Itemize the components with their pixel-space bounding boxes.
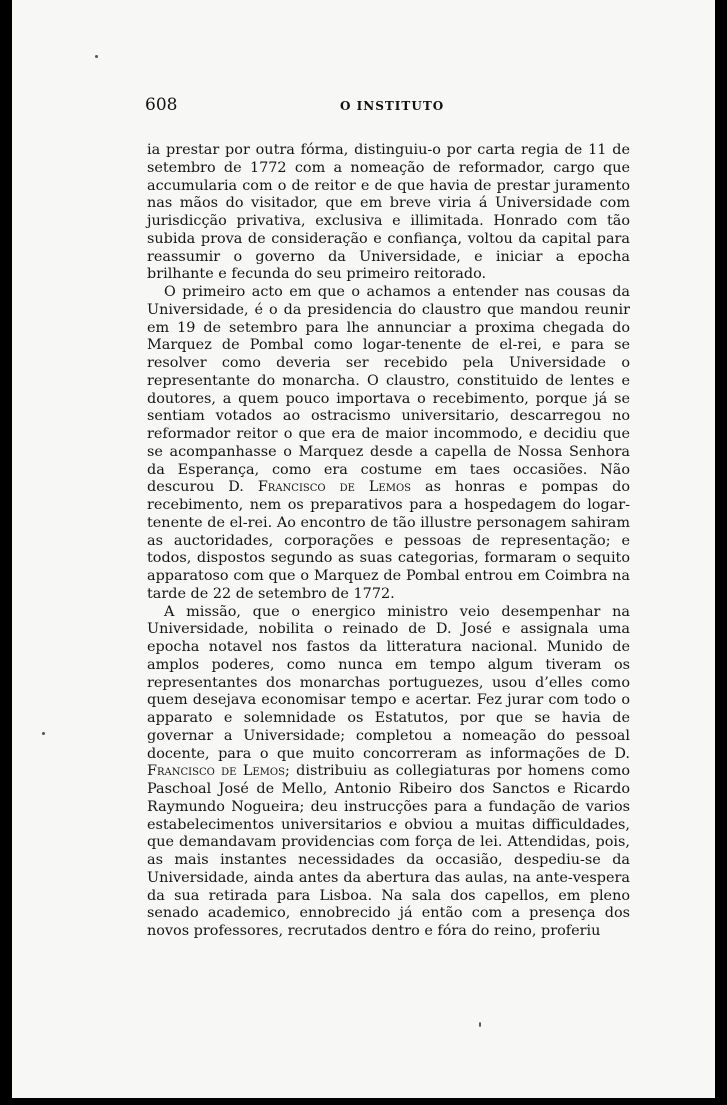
body-text [147, 142, 630, 941]
running-title: O INSTITUTO [340, 99, 445, 113]
text-segment: O primeiro acto em que o achamos a entender nas cousas da Universidade, é o da presidencia do claustro que mandou reunir em 19 de setembro para lhe annunciar a proxima chegada do Marquez de Pombal como logar-tenente de el-rei, e para se resolver como deveria ser recebido pela Universidade o representante do monarcha. O claustro, constituido de lentes e doutores, a quem pouco importava o recebimento, porque já se sentiam votados ao ostracismo universitario, descarregou no reformador reitor o que era de maior incommodo, e decidiu que se acompanhasse o Marquez desde a capella de Nossa Senhora da Esperança, como era costume em taes occasiões. Não descurou D. [147, 284, 630, 496]
page-number: 608 [145, 95, 178, 115]
paper-speck [95, 55, 98, 58]
paper-speck [479, 1022, 481, 1027]
page-header [145, 95, 635, 119]
person-name: Francisco de Lemos [257, 479, 412, 496]
text-segment: as honras e pompas do recebimento, nem os preparativos para a hospedagem do logar-tenente de el-rei. Ao encontro de tão illustre personagem sahiram as auctoridades, corporações e pessoas de representação; e todos, dispostos segundo as suas categorias, formaram o sequito apparatoso com que o Marquez de Pombal entrou em Coimbra na tarde de 22 de setembro de 1772. [147, 479, 630, 602]
paragraph [147, 604, 630, 941]
text-segment: ; distribuiu as collegiaturas por homens como Paschoal José de Mello, Antonio Ribeiro dos Sanctos e Ricardo Raymundo Nogueira; deu instrucções para a fundação de varios estabelecimentos universitarios e obviou a muitas difficuldades, que demandavam providencias com força de lei. Attendidas, pois, as mais instantes necessidades da occasião, despediu-se da Universidade, ainda antes da abertura das aulas, na ante-vespera da sua retirada para Lisboa. Na sala dos capellos, em pleno senado academico, ennobrecido já então com a presença dos novos professores, recrutados dentro e fóra do reino, proferiu [147, 763, 630, 939]
paragraph [147, 284, 630, 604]
paragraph [147, 142, 630, 284]
text-segment: ia prestar por outra fórma, distinguiu-o por carta regia de 11 de setembro de 1772 com a nomeação de reformador, cargo que accumularia com o de reitor e de que havia de prestar juramento nas mãos do visitador, que em breve viria á Universidade com jurisdicção privativa, exclusiva e illimitada. Honrado com tão subida prova de consideração e confiança, voltou da capital para reassumir o governo da Universidade, e iniciar a epocha brilhante e fecunda do seu primeiro reitorado. [147, 142, 630, 283]
paper-speck [42, 732, 45, 735]
text-segment: A missão, que o energico ministro veio desempenhar na Universidade, nobilita o reinado de D. José e assignala uma epocha notavel nos fastos da litteratura nacional. Munido de amplos poderes, como nunca em tempo algum tiveram os representantes dos monarchas portuguezes, usou d’elles como quem desejava economisar tempo e acertar. Fez jurar com todo o apparato e solemnidade os Estatutos, por que se havia de governar a Universidade; completou a nomeação do pessoal docente, para o que muito concorreram as informações de D. [147, 603, 630, 762]
person-name: Francisco de Lemos [147, 763, 285, 780]
